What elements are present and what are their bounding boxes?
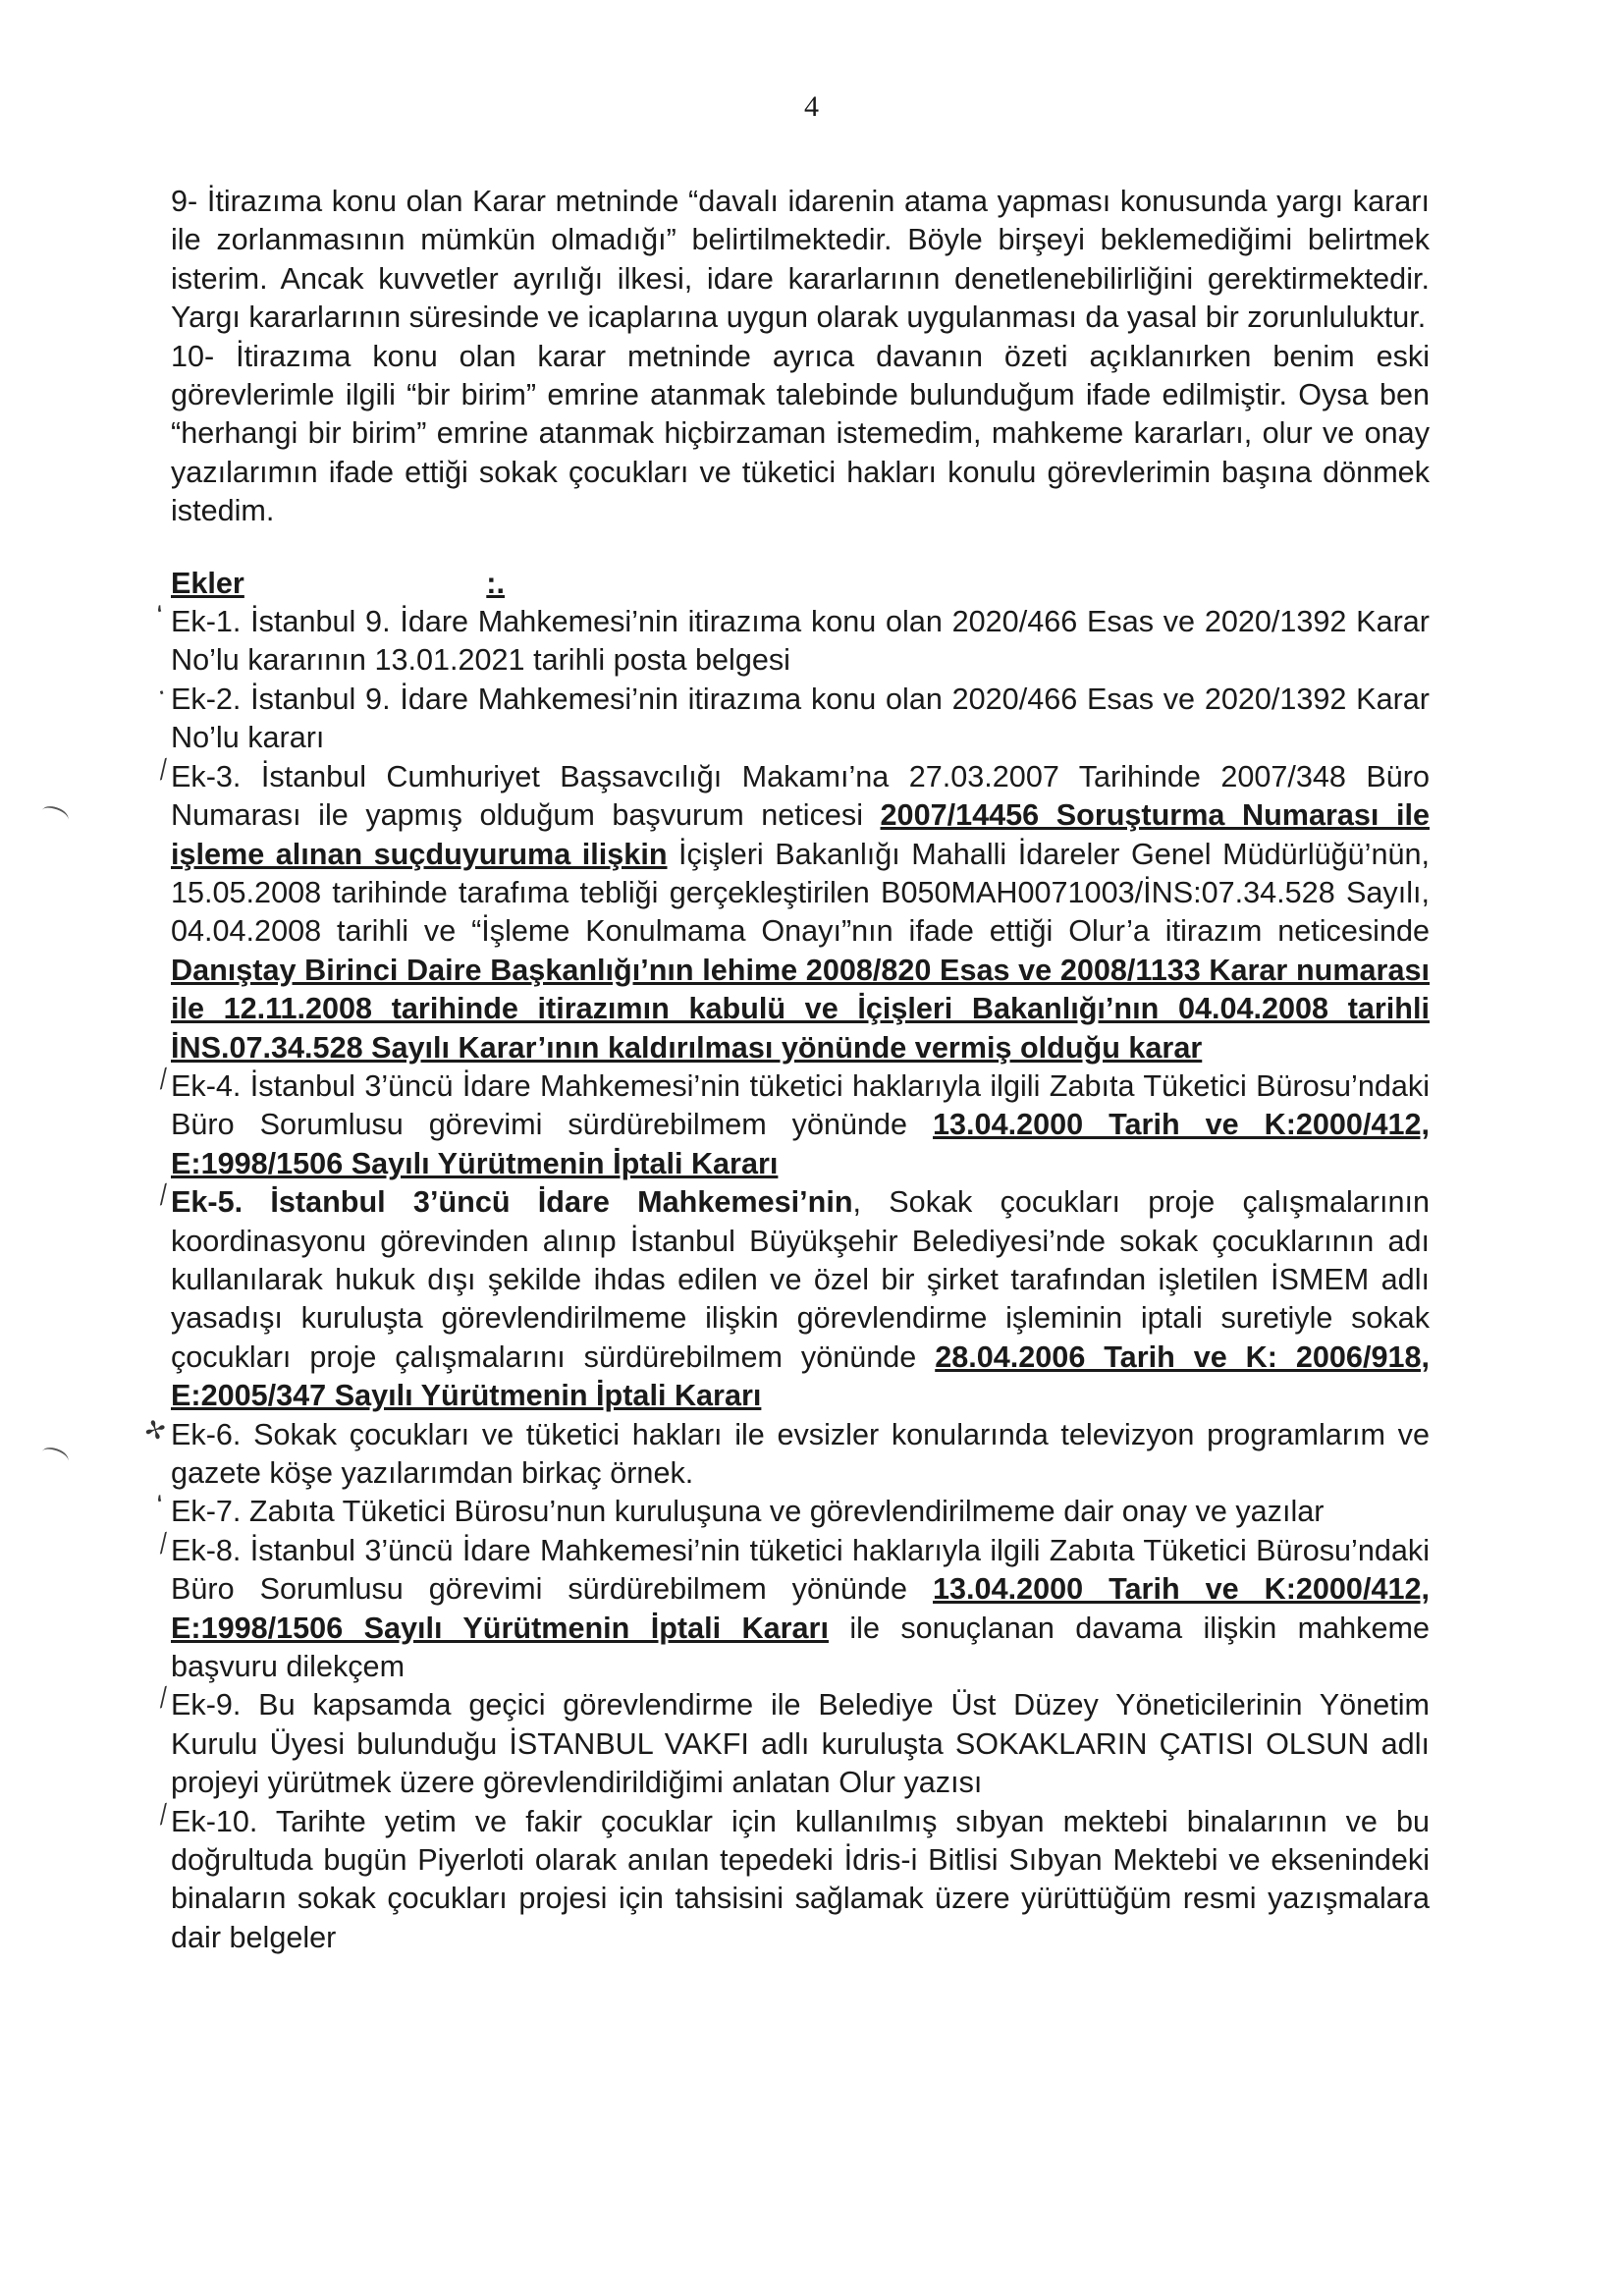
ek-1-text: Ek-1. İstanbul 9. İdare Mahkemesi’nin itirazıma konu olan 2020/466 Esas ve 2020/1392 Karar No’lu kararının 13.01.2021 tarihli posta belgesi	[171, 605, 1430, 678]
ek-3-text-a: Ek-3. İstanbul Cumhuriyet Başsavcılığı Makamı’na 27.03.2007 Tarihinde 2007/348 Büro Numarası ile yapmış olduğum başvurum neticesi	[171, 759, 1430, 833]
ek-6-text: Ek-6. Sokak çocukları ve tüketici hakları ile evsizler konularında televizyon programlarım ve gazete köşe yazılarımdan birkaç örnek.	[171, 1417, 1430, 1490]
ek-8-bold-a: 13.04.2000 Tarih ve K:2000/412, E:1998/1506 Sayılı Yürütmenin İptali Kararı	[171, 1572, 1430, 1645]
check-mark-icon: ⁄	[157, 1800, 171, 1831]
ekler-label: Ekler	[171, 566, 244, 600]
ek-6	[140, 1413, 1430, 1494]
check-mark-icon: ·	[153, 678, 171, 709]
ek-8-text-a: Ek-8. İstanbul 3’üncü İdare Mahkemesi’nin tüketici haklarıyla ilgili Zabıta Tüketici Bürosu’ndaki Büro Sorumlusu görevimi sürdürebilmem yönünde	[171, 1533, 1430, 1607]
check-mark-icon: ⁄	[157, 1065, 171, 1095]
check-mark-icon: ⁄	[157, 1683, 171, 1714]
check-mark-icon: ⁄	[157, 755, 171, 786]
check-mark-icon: ‘	[153, 1490, 171, 1522]
paragraph-10: 10- İtirazıma konu olan karar metninde ayrıca davanın özeti açıklanırken benim eski görevlerimle ilgili “bir birim” emrine atanmak talebinde bulunduğum ifade edilmiştir. Oysa ben “herhangi bir birim” emrine atanmak hiçbirzaman istemedim, mahkeme kararları, olur ve onay yazılarımın ifade ettiği sokak çocukları ve tüketici hakları konulu görevlerimin başına dönmek istedim.	[171, 339, 1430, 528]
ek-5-text-a: , Sokak çocukları proje çalışmalarının koordinasyonu görevinden alınıp İstanbul Büyükşehir Belediyesi’nde sokak çocuklarının adı kullanılarak hukuk dışı şekilde ihdas edilen ve özel bir şirket tarafından işletilen İSMEM adlı yasadışı kuruluşta görevlendirilmeme ilişkin görevlendirme işleminin iptali suretiyle sokak çocukları proje çalışmalarını sürdürebilmem yönünde	[171, 1185, 1430, 1374]
check-mark-icon: ⁄	[157, 1180, 171, 1211]
check-mark-icon: ‘	[153, 600, 171, 631]
ek-2	[153, 678, 1430, 758]
check-mark-icon: ✢	[140, 1413, 171, 1449]
check-mark-icon: ⁄	[157, 1529, 171, 1559]
ek-4-text-a: Ek-4. İstanbul 3’üncü İdare Mahkemesi’nin tüketici haklarıyla ilgili Zabıta Tüketici Bürosu’ndaki Büro Sorumlusu görevimi sürdürebilmem yönünde	[171, 1068, 1430, 1142]
margin-mark-top	[39, 803, 71, 828]
ek-4	[157, 1065, 1430, 1183]
ekler-colon: :.	[486, 566, 505, 600]
ek-5-bold-lead: Ek-5. İstanbul 3’üncü İdare Mahkemesi’nin	[171, 1185, 853, 1220]
margin-mark-bottom	[39, 1445, 71, 1469]
ek-9-text: Ek-9. Bu kapsamda geçici görevlendirme ile Belediye Üst Düzey Yöneticilerinin Yönetim Kurulu Üyesi bulunduğu İSTANBUL VAKFI adlı kuruluşta SOKAKLARIN ÇATISI OLSUN adlı projeyi yürütmek üzere görevlendirildiğimi anlatan Olur yazısı	[171, 1688, 1430, 1800]
ek-3	[157, 755, 1431, 1067]
ek-8	[157, 1529, 1430, 1687]
ek-10-text: Ek-10. Tarihte yetim ve fakir çocuklar için kullanılmış sıbyan mektebi binalarının ve bu doğrultuda bugün Piyerloti olarak anılan tepedeki İdris-i Bitlisi Sıbyan Mektebi ve eksenindeki binaların sokak çocukları projesi için tahsisini sağlamak üzere yürüttüğüm resmi yazışmalara dair belgeler	[171, 1804, 1430, 1954]
ekler-heading	[171, 565, 505, 603]
ek-8-text-b: ile sonuçlanan davama ilişkin mahkeme başvuru dilekçem	[171, 1611, 1430, 1684]
ek-7-text: Ek-7. Zabıta Tüketici Bürosu’nun kuruluşuna ve görevlendirilmeme dair onay ve yazılar	[171, 1495, 1325, 1529]
ek-3-text-b: İçişleri Bakanlığı Mahalli İdareler Genel Müdürlüğü’nün, 15.05.2008 tarihinde tarafıma tebliği gerçekleştirilen B050MAH0071003/İNS:07.34.528 Sayılı, 04.04.2008 tarihli ve “İşleme Konulmama Onayı”nın ifade ettiği Olur’a itirazım neticesinde	[171, 837, 1431, 949]
ek-1	[153, 600, 1430, 681]
ek-3-bold-b: Danıştay Birinci Daire Başkanlığı’nın lehime 2008/820 Esas ve 2008/1133 Karar numarası ile 12.11.2008 tarihinde itirazımın kabulü ve İçişleri Bakanlığı’nın 04.04.2008 tarihli İNS.07.34.528 Sayılı Karar’ının kaldırılması yönünde vermiş olduğu karar	[171, 953, 1430, 1065]
ek-5-bold-a: 28.04.2006 Tarih ve K: 2006/918, E:2005/347 Sayılı Yürütmenin İptali Kararı	[171, 1339, 1430, 1413]
ek-10	[157, 1800, 1430, 1958]
page-number: 4	[804, 90, 819, 123]
ek-4-bold-a: 13.04.2000 Tarih ve K:2000/412, E:1998/1506 Sayılı Yürütmenin İptali Kararı	[171, 1108, 1430, 1180]
ek-9	[157, 1683, 1430, 1802]
paragraph-9: 9- İtirazıma konu olan Karar metninde “davalı idarenin atama yapması konusunda yargı kararı ile zorlanmasının mümkün olmadığı” belirtilmektedir. Böyle birşeyi beklemediğimi belirtmek isterim. Ancak kuvvetler ayrılığı ilkesi, idare kararlarının denetlenebilirliğini gerektirmektedir. Yargı kararlarının süresinde ve icaplarına uygun olarak uygulanması da yasal bir zorunluluktur.	[171, 185, 1430, 335]
document-body	[140, 183, 1431, 1957]
ek-2-text: Ek-2. İstanbul 9. İdare Mahkemesi’nin itirazıma konu olan 2020/466 Esas ve 2020/1392 Karar No’lu kararı	[171, 682, 1430, 755]
ek-3-bold-a: 2007/14456 Soruşturma Numarası ile işleme alınan suçduyuruma ilişkin	[171, 798, 1430, 871]
ek-7	[153, 1490, 1430, 1531]
ek-5	[157, 1180, 1430, 1415]
